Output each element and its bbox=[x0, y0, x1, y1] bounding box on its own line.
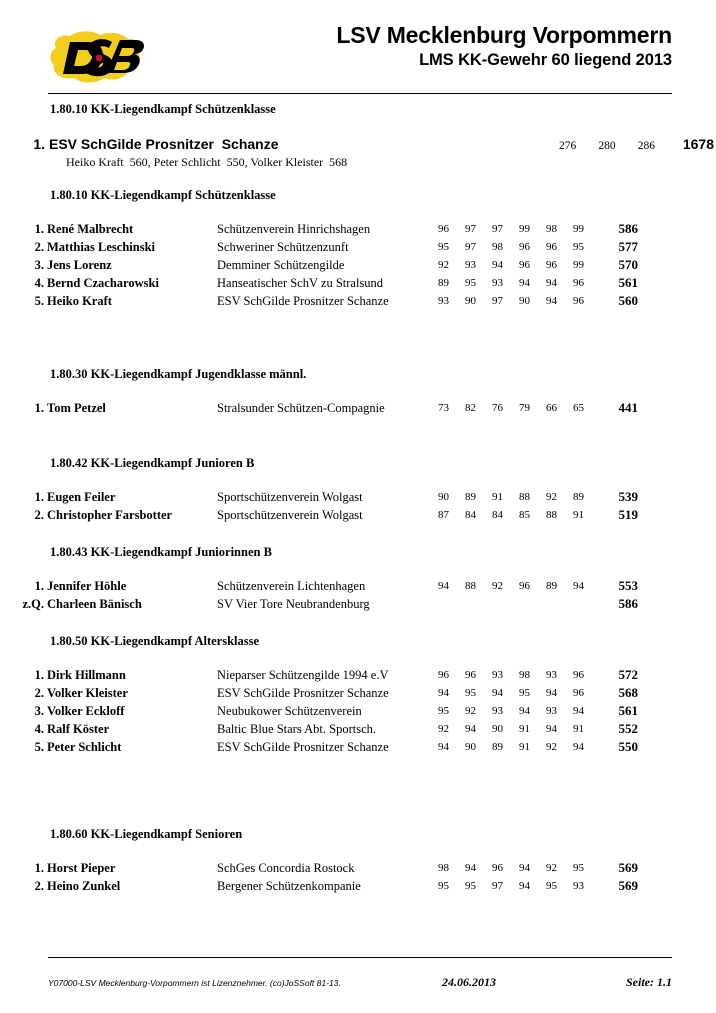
total-score: 539 bbox=[618, 489, 638, 504]
row-rank: 4. bbox=[34, 276, 44, 290]
series-score: 88 bbox=[465, 580, 476, 592]
total-score: 569 bbox=[618, 860, 638, 875]
series-score: 90 bbox=[519, 295, 530, 307]
total-score: 519 bbox=[618, 507, 638, 522]
series-score: 92 bbox=[438, 723, 449, 735]
series-score: 95 bbox=[465, 880, 476, 892]
club-name: Nieparser Schützengilde 1994 e.V bbox=[217, 668, 389, 682]
series-score: 87 bbox=[438, 509, 449, 521]
series-score: 95 bbox=[465, 277, 476, 289]
results-rows bbox=[0, 577, 716, 613]
results-section bbox=[0, 826, 716, 895]
series-score: 66 bbox=[546, 402, 557, 414]
series-score: 94 bbox=[519, 862, 530, 874]
series-score: 92 bbox=[465, 705, 476, 717]
table-row bbox=[0, 488, 716, 506]
series-score: 97 bbox=[492, 295, 503, 307]
series-scores bbox=[430, 238, 592, 256]
series-score: 94 bbox=[519, 277, 530, 289]
series-score: 96 bbox=[573, 277, 584, 289]
series-score: 97 bbox=[492, 223, 503, 235]
series-score: 82 bbox=[465, 402, 476, 414]
table-row bbox=[0, 702, 716, 720]
series-scores bbox=[430, 720, 592, 738]
series-score: 76 bbox=[492, 402, 503, 414]
results-section bbox=[0, 101, 716, 171]
series-score: 99 bbox=[573, 259, 584, 271]
total-score: 550 bbox=[618, 739, 638, 754]
series-score: 94 bbox=[546, 277, 557, 289]
series-score: 94 bbox=[438, 741, 449, 753]
row-rank: 2. bbox=[34, 686, 44, 700]
series-score: 91 bbox=[492, 491, 503, 503]
series-score: 89 bbox=[465, 491, 476, 503]
series-score: 95 bbox=[438, 705, 449, 717]
shooter-name: Charleen Bänisch bbox=[47, 597, 142, 611]
footer-page-number: Seite: 1.1 bbox=[626, 975, 672, 989]
series-score: 92 bbox=[546, 491, 557, 503]
series-score: 92 bbox=[438, 259, 449, 271]
club-name: Neubukower Schützenverein bbox=[217, 704, 362, 718]
series-score: 93 bbox=[573, 880, 584, 892]
series-scores bbox=[430, 220, 592, 238]
shooter-name: Eugen Feiler bbox=[47, 490, 116, 504]
series-score: 96 bbox=[438, 669, 449, 681]
results-rows bbox=[0, 488, 716, 524]
series-score: 94 bbox=[438, 687, 449, 699]
series-score: 91 bbox=[519, 723, 530, 735]
table-row bbox=[0, 292, 716, 310]
shooter-name: Jennifer Höhle bbox=[47, 579, 127, 593]
series-score: 84 bbox=[465, 509, 476, 521]
series-score: 94 bbox=[546, 687, 557, 699]
series-score: 96 bbox=[438, 223, 449, 235]
series-scores bbox=[430, 292, 592, 310]
series-score: 90 bbox=[465, 295, 476, 307]
series-scores bbox=[430, 877, 592, 895]
total-score: 553 bbox=[618, 578, 638, 593]
series-score: 92 bbox=[546, 862, 557, 874]
series-score: 93 bbox=[492, 705, 503, 717]
club-name: ESV SchGilde Prosnitzer Schanze bbox=[217, 294, 389, 308]
series-scores bbox=[430, 274, 592, 292]
series-scores bbox=[430, 506, 592, 524]
team-rank: 1. bbox=[33, 136, 45, 152]
results-rows bbox=[0, 859, 716, 895]
series-score: 94 bbox=[492, 259, 503, 271]
shooter-name: Bernd Czacharowski bbox=[47, 276, 159, 290]
team-series-score: 280 bbox=[598, 140, 616, 152]
series-score: 93 bbox=[465, 259, 476, 271]
table-row bbox=[0, 684, 716, 702]
series-score: 93 bbox=[492, 277, 503, 289]
series-score: 96 bbox=[519, 259, 530, 271]
total-score: 560 bbox=[618, 293, 638, 308]
shooter-name: Peter Schlicht bbox=[47, 740, 122, 754]
series-score: 93 bbox=[546, 705, 557, 717]
table-row bbox=[0, 859, 716, 877]
series-score: 73 bbox=[438, 402, 449, 414]
row-rank: 2. bbox=[34, 879, 44, 893]
club-name: ESV SchGilde Prosnitzer Schanze bbox=[217, 740, 389, 754]
total-score: 561 bbox=[618, 703, 638, 718]
series-score: 99 bbox=[573, 223, 584, 235]
table-row bbox=[0, 738, 716, 756]
series-score: 95 bbox=[438, 241, 449, 253]
results-section bbox=[0, 544, 716, 613]
table-row bbox=[0, 220, 716, 238]
series-scores bbox=[430, 399, 592, 417]
total-score: 568 bbox=[618, 685, 638, 700]
table-row bbox=[0, 577, 716, 595]
row-rank: 2. bbox=[34, 508, 44, 522]
shooter-name: Horst Pieper bbox=[47, 861, 116, 875]
club-name: Sportschützenverein Wolgast bbox=[217, 508, 363, 522]
series-score: 98 bbox=[438, 862, 449, 874]
series-score: 96 bbox=[546, 241, 557, 253]
series-scores bbox=[430, 488, 592, 506]
series-score: 94 bbox=[546, 723, 557, 735]
shooter-name: René Malbrecht bbox=[47, 222, 134, 236]
club-name: SV Vier Tore Neubrandenburg bbox=[217, 597, 370, 611]
series-score: 94 bbox=[546, 295, 557, 307]
series-score: 90 bbox=[465, 741, 476, 753]
series-score: 89 bbox=[438, 277, 449, 289]
series-score: 96 bbox=[573, 669, 584, 681]
results-section bbox=[0, 187, 716, 310]
row-rank: z.Q. bbox=[22, 597, 44, 611]
row-rank: 1. bbox=[34, 579, 44, 593]
page-header bbox=[0, 0, 716, 72]
series-score: 96 bbox=[492, 862, 503, 874]
series-score: 96 bbox=[519, 580, 530, 592]
series-scores bbox=[430, 577, 592, 595]
series-score: 97 bbox=[465, 223, 476, 235]
series-score: 98 bbox=[519, 669, 530, 681]
series-score: 93 bbox=[546, 669, 557, 681]
team-members: Heiko Kraft 560, Peter Schlicht 550, Volker Kleister 568 bbox=[66, 155, 348, 169]
club-name: SchGes Concordia Rostock bbox=[217, 861, 355, 875]
row-rank: 2. bbox=[34, 240, 44, 254]
table-row bbox=[0, 595, 716, 613]
series-score: 94 bbox=[519, 880, 530, 892]
dsb-logo-icon bbox=[48, 26, 144, 88]
row-rank: 3. bbox=[34, 258, 44, 272]
series-score: 89 bbox=[492, 741, 503, 753]
club-name: Stralsunder Schützen-Compagnie bbox=[217, 401, 385, 415]
section-title: 1.80.10 KK-Liegendkampf Schützenklasse bbox=[50, 102, 276, 116]
team-entry bbox=[0, 134, 716, 171]
section-title: 1.80.10 KK-Liegendkampf Schützenklasse bbox=[50, 188, 276, 202]
series-score: 97 bbox=[492, 880, 503, 892]
team-name: ESV SchGilde Prosnitzer Schanze bbox=[49, 136, 279, 152]
row-rank: 1. bbox=[34, 222, 44, 236]
shooter-name: Volker Eckloff bbox=[47, 704, 125, 718]
series-score: 97 bbox=[465, 241, 476, 253]
table-row bbox=[0, 274, 716, 292]
table-row bbox=[0, 720, 716, 738]
shooter-name: Heino Zunkel bbox=[47, 879, 121, 893]
section-title: 1.80.30 KK-Liegendkampf Jugendklasse männl. bbox=[50, 367, 307, 381]
results-rows bbox=[0, 134, 716, 171]
license-text: Y07000-LSV Mecklenburg-Vorpommern ist Lizenznehmer. (co)JoSSoft 81-13. bbox=[48, 978, 341, 988]
header-divider bbox=[48, 93, 672, 94]
club-name: Sportschützenverein Wolgast bbox=[217, 490, 363, 504]
total-score: 586 bbox=[618, 221, 638, 236]
series-score: 99 bbox=[519, 223, 530, 235]
series-score: 94 bbox=[519, 705, 530, 717]
club-name: Hanseatischer SchV zu Stralsund bbox=[217, 276, 384, 290]
club-name: ESV SchGilde Prosnitzer Schanze bbox=[217, 686, 389, 700]
footer-divider bbox=[48, 957, 672, 958]
results-rows bbox=[0, 399, 716, 417]
club-name: Schützenverein Lichtenhagen bbox=[217, 579, 366, 593]
series-score: 79 bbox=[519, 402, 530, 414]
series-score: 98 bbox=[492, 241, 503, 253]
series-scores bbox=[430, 256, 592, 274]
series-score: 91 bbox=[573, 509, 584, 521]
series-score: 89 bbox=[573, 491, 584, 503]
row-rank: 5. bbox=[34, 294, 44, 308]
series-score: 95 bbox=[465, 687, 476, 699]
page-subtitle: LMS KK-Gewehr 60 liegend 2013 bbox=[419, 51, 672, 69]
shooter-name: Jens Lorenz bbox=[47, 258, 112, 272]
series-score: 92 bbox=[492, 580, 503, 592]
series-score: 95 bbox=[573, 862, 584, 874]
series-score: 96 bbox=[519, 241, 530, 253]
shooter-name: Tom Petzel bbox=[47, 401, 106, 415]
total-score: 572 bbox=[618, 667, 638, 682]
series-score: 88 bbox=[546, 509, 557, 521]
row-rank: 1. bbox=[34, 490, 44, 504]
section-title: 1.80.60 KK-Liegendkampf Senioren bbox=[50, 827, 243, 841]
series-score: 98 bbox=[546, 223, 557, 235]
page-footer bbox=[48, 975, 672, 990]
row-rank: 3. bbox=[34, 704, 44, 718]
series-scores bbox=[430, 738, 592, 756]
series-score: 93 bbox=[492, 669, 503, 681]
team-total-score: 1678 bbox=[682, 136, 714, 152]
total-score: 561 bbox=[618, 275, 638, 290]
series-score: 96 bbox=[546, 259, 557, 271]
results-section bbox=[0, 633, 716, 756]
series-score: 91 bbox=[519, 741, 530, 753]
total-score: 577 bbox=[618, 239, 638, 254]
shooter-name: Matthias Leschinski bbox=[47, 240, 156, 254]
total-score: 552 bbox=[618, 721, 638, 736]
series-score: 95 bbox=[438, 880, 449, 892]
table-row bbox=[0, 238, 716, 256]
series-score: 95 bbox=[573, 241, 584, 253]
series-score: 90 bbox=[492, 723, 503, 735]
series-score: 93 bbox=[438, 295, 449, 307]
series-scores bbox=[430, 666, 592, 684]
team-series-score: 276 bbox=[559, 140, 577, 152]
results-rows bbox=[0, 666, 716, 756]
series-score: 91 bbox=[573, 723, 584, 735]
section-title: 1.80.43 KK-Liegendkampf Juniorinnen B bbox=[50, 545, 272, 559]
series-score: 96 bbox=[573, 295, 584, 307]
total-score: 441 bbox=[618, 400, 638, 415]
series-score: 65 bbox=[573, 402, 584, 414]
table-row bbox=[0, 506, 716, 524]
row-rank: 5. bbox=[34, 740, 44, 754]
series-score: 85 bbox=[519, 509, 530, 521]
table-row bbox=[0, 399, 716, 417]
series-score: 94 bbox=[573, 741, 584, 753]
club-name: Demminer Schützengilde bbox=[217, 258, 345, 272]
shooter-name: Heiko Kraft bbox=[47, 294, 112, 308]
table-row bbox=[0, 256, 716, 274]
series-scores bbox=[430, 859, 592, 877]
team-row bbox=[0, 134, 716, 154]
row-rank: 4. bbox=[34, 722, 44, 736]
series-score: 94 bbox=[438, 580, 449, 592]
results-rows bbox=[0, 220, 716, 310]
series-score: 94 bbox=[465, 723, 476, 735]
series-score: 96 bbox=[573, 687, 584, 699]
club-name: Baltic Blue Stars Abt. Sportsch. bbox=[217, 722, 377, 736]
series-score: 94 bbox=[573, 580, 584, 592]
shooter-name: Dirk Hillmann bbox=[47, 668, 126, 682]
header-titles bbox=[336, 22, 672, 71]
row-rank: 1. bbox=[34, 401, 44, 415]
shooter-name: Christopher Farsbotter bbox=[47, 508, 173, 522]
table-row bbox=[0, 666, 716, 684]
series-score: 89 bbox=[546, 580, 557, 592]
total-score: 570 bbox=[618, 257, 638, 272]
table-row bbox=[0, 877, 716, 895]
series-score: 94 bbox=[465, 862, 476, 874]
team-series-score: 286 bbox=[637, 140, 655, 152]
series-score: 84 bbox=[492, 509, 503, 521]
team-series-scores bbox=[548, 140, 666, 152]
series-score: 95 bbox=[519, 687, 530, 699]
shooter-name: Volker Kleister bbox=[47, 686, 128, 700]
series-score: 94 bbox=[492, 687, 503, 699]
series-scores bbox=[430, 702, 592, 720]
club-name: Bergener Schützenkompanie bbox=[217, 879, 361, 893]
shooter-name: Ralf Köster bbox=[47, 722, 110, 736]
club-name: Schweriner Schützenzunft bbox=[217, 240, 349, 254]
total-score: 586 bbox=[618, 596, 638, 611]
series-scores bbox=[430, 684, 592, 702]
results-section bbox=[0, 455, 716, 524]
series-score: 95 bbox=[546, 880, 557, 892]
row-rank: 1. bbox=[34, 668, 44, 682]
section-title: 1.80.42 KK-Liegendkampf Junioren B bbox=[50, 456, 255, 470]
series-score: 90 bbox=[438, 491, 449, 503]
series-score: 88 bbox=[519, 491, 530, 503]
results-section bbox=[0, 366, 716, 417]
row-rank: 1. bbox=[34, 861, 44, 875]
total-score: 569 bbox=[618, 878, 638, 893]
section-title: 1.80.50 KK-Liegendkampf Altersklasse bbox=[50, 634, 260, 648]
series-score: 96 bbox=[465, 669, 476, 681]
footer-date: 24.06.2013 bbox=[442, 975, 496, 989]
page-title: LSV Mecklenburg Vorpommern bbox=[336, 22, 672, 48]
series-score: 92 bbox=[546, 741, 557, 753]
series-score: 94 bbox=[573, 705, 584, 717]
club-name: Schützenverein Hinrichshagen bbox=[217, 222, 371, 236]
